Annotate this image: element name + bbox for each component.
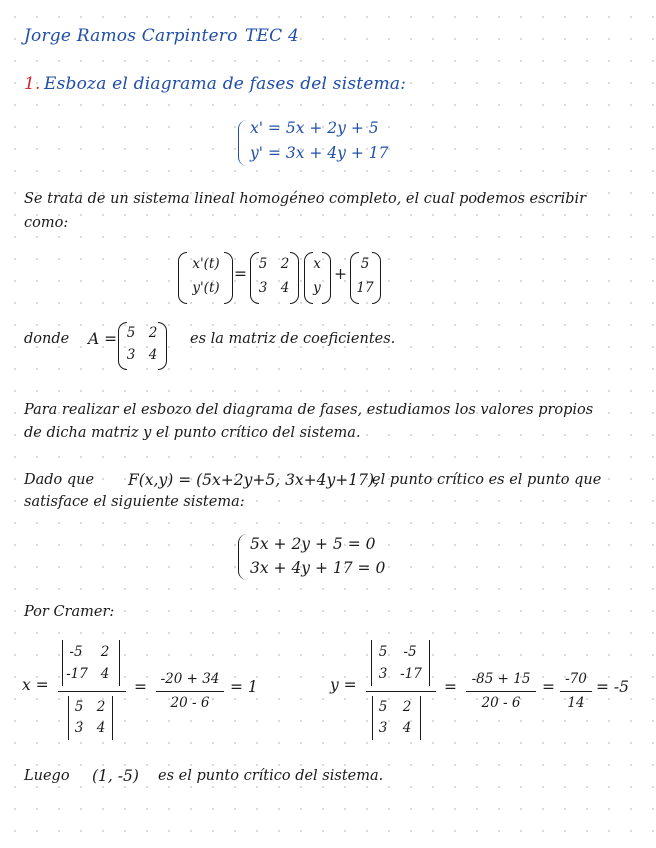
system-brace [238,120,247,166]
x-den-bar-right [112,696,113,740]
y-num-bar-left [371,640,372,686]
system2-brace [238,534,247,580]
sketch-line-1: Para realizar el esbozo del diagrama de fases, estudiamos los valores propios [24,402,594,418]
cramer-y-label: y = [330,676,357,694]
coef-prefix: donde [24,331,70,347]
lhs-top: x'(t) [192,256,220,272]
v-bottom: y [313,280,321,296]
x-frac-den: 20 - 6 [170,695,210,711]
given-line-2: satisface el siguiente sistema: [24,494,245,510]
x-frac-bar [156,691,224,692]
y-equals-1: = [444,678,457,696]
lhs-bottom: y'(t) [192,280,220,296]
x-num-21: -17 [66,666,88,682]
system2-eq-1: 5x + 2y + 5 = 0 [250,535,376,553]
y-frac2-bar [560,691,592,692]
coef-label: A = [88,330,118,348]
x-num-bar-right [119,640,120,686]
given-function: F(x,y) = (5x+2y+5, 3x+4y+17), [128,471,379,489]
y-den-22: 4 [402,720,412,736]
system-eq-2: y' = 3x + 4y + 17 [250,144,389,162]
x-num-bar-left [62,640,63,686]
y-equals-2: = [542,678,555,696]
y-frac2-den: 14 [567,695,585,711]
y-result: = -5 [596,678,630,696]
y-den-11: 5 [378,699,388,715]
y-num-12: -5 [403,644,417,660]
v-top: x [313,256,321,272]
y-frac-den: 20 - 6 [481,695,521,711]
y-frac-bar [466,691,536,692]
matrix-equals: = [234,265,247,283]
sketch-line-2: de dicha matriz y el punto crítico del sistema. [24,425,361,441]
y-den-bar-left [372,696,373,740]
x-den-11: 5 [74,699,84,715]
x-num-11: -5 [69,644,83,660]
x-den-21: 3 [74,720,84,736]
course-code: TEC 4 [245,26,299,46]
cramer-x-label: x = [22,676,49,694]
a-paren-right [290,252,299,304]
a12: 2 [280,256,290,272]
a11: 5 [258,256,268,272]
x-den-bar-left [68,696,69,740]
given-line-1c: el punto crítico es el punto que [372,472,602,488]
x-num-22: 4 [100,666,110,682]
coef-a11: 5 [126,325,136,341]
x-den-22: 4 [96,720,106,736]
a21: 3 [258,280,268,296]
conclusion-prefix: Luego [24,768,70,784]
b-bottom: 17 [356,280,374,296]
coef-a22: 4 [148,347,158,363]
system-eq-1: x' = 5x + 2y + 5 [250,119,379,137]
coef-a21: 3 [126,347,136,363]
b-top: 5 [360,256,370,272]
author-name: Jorge Ramos Carpintero [24,26,238,46]
cramer-title: Por Cramer: [24,604,115,620]
x-equals-1: = [134,678,147,696]
given-line-1a: Dado que [24,472,95,488]
x-frac-num: -20 + 34 [160,671,220,687]
y-fraction-bar [366,691,436,692]
x-den-12: 2 [96,699,106,715]
a22: 4 [280,280,290,296]
x-num-12: 2 [100,644,110,660]
system2-eq-2: 3x + 4y + 17 = 0 [250,559,386,577]
y-den-21: 3 [378,720,388,736]
exercise-number: 1. [24,74,41,94]
y-den-12: 2 [402,699,412,715]
y-num-bar-right [429,640,430,686]
b-paren-right [372,252,381,304]
lhs-paren-right [224,252,233,304]
exercise-statement: Esboza el diagrama de fases del sistema: [44,74,407,94]
conclusion-point: (1, -5) [92,767,139,785]
x-result: = 1 [230,678,258,696]
y-num-11: 5 [378,644,388,660]
intro-line-2: como: [24,215,69,231]
coef-a12: 2 [148,325,158,341]
conclusion-suffix: es el punto crítico del sistema. [158,768,384,784]
y-frac-num: -85 + 15 [471,671,531,687]
matrix-plus: + [334,265,347,283]
intro-line-1: Se trata de un sistema lineal homogéneo completo, el cual podemos escribir [24,191,587,207]
coef-suffix: es la matriz de coeficientes. [190,331,396,347]
y-frac2-num: -70 [565,671,587,687]
y-num-22: -17 [400,666,422,682]
v-paren-right [322,252,331,304]
coef-paren-right [158,322,167,370]
x-fraction-bar [58,691,126,692]
y-num-21: 3 [378,666,388,682]
y-den-bar-right [420,696,421,740]
